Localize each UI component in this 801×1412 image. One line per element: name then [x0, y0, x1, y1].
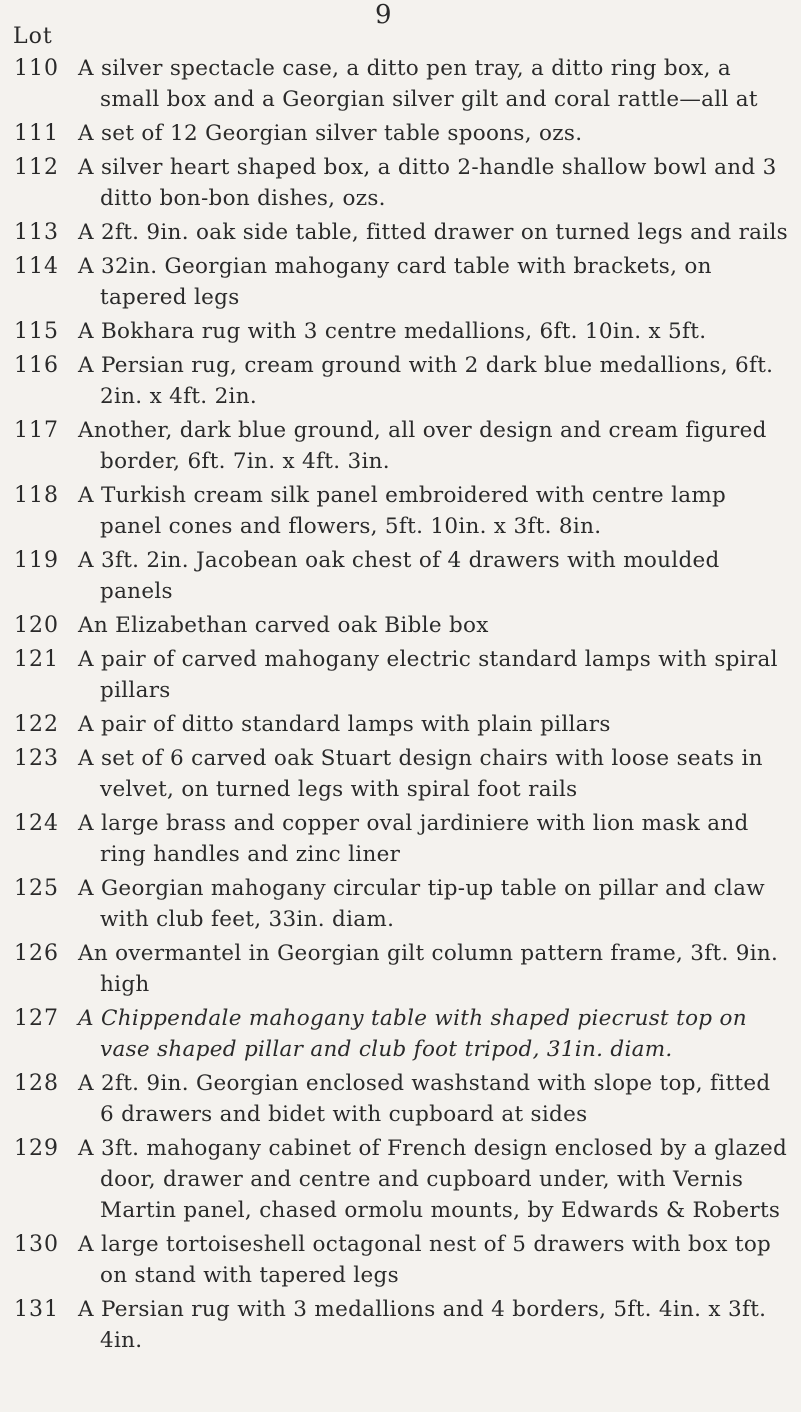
lot-number: 110: [14, 56, 59, 81]
page-number: 9: [375, 0, 392, 30]
lot-description: A 3ft. 2in. Jacobean oak chest of 4 drawers with moulded panels: [78, 548, 720, 604]
lot-description: A set of 12 Georgian silver table spoons, ozs.: [78, 121, 583, 146]
lot-description: An overmantel in Georgian gilt column pattern frame, 3ft. 9in. high: [78, 941, 779, 997]
lot-description: Another, dark blue ground, all over design and cream figured border, 6ft. 7in. x 4ft. 3in.: [78, 418, 767, 474]
lot-entry: [0, 480, 801, 542]
lot-description: A 3ft. mahogany cabinet of French design enclosed by a glazed door, drawer and centre and cupboard under, with Vernis Martin panel, chased ormolu mounts, by Edwards & Roberts: [78, 1136, 788, 1223]
lot-description: An Elizabethan carved oak Bible box: [78, 613, 489, 638]
lot-entry: [0, 873, 801, 935]
lot-number: 126: [14, 941, 59, 966]
lot-description: A large brass and copper oval jardiniere with lion mask and ring handles and zinc liner: [78, 811, 749, 867]
lot-entry: [0, 1229, 801, 1291]
lot-entry: [0, 1003, 801, 1065]
lot-number: 124: [14, 811, 59, 836]
lot-number: 115: [14, 319, 59, 344]
lot-number: 127: [14, 1006, 59, 1031]
lot-entry: [0, 610, 801, 641]
lot-number: 114: [14, 254, 59, 279]
lot-number: 118: [14, 483, 59, 508]
lot-description: A pair of ditto standard lamps with plain pillars: [78, 712, 611, 737]
lot-number: 117: [14, 418, 59, 443]
lot-entry: [0, 251, 801, 313]
lot-description: A 2ft. 9in. oak side table, fitted drawer on turned legs and rails: [78, 220, 788, 245]
lot-entry: [0, 808, 801, 870]
lot-description: A Georgian mahogany circular tip-up table on pillar and claw with club feet, 33in. diam.: [78, 876, 765, 932]
lot-entry: [0, 1068, 801, 1130]
lot-number: 121: [14, 647, 59, 672]
lot-description: A Persian rug, cream ground with 2 dark blue medallions, 6ft. 2in. x 4ft. 2in.: [78, 353, 774, 409]
lot-entry: [0, 1133, 801, 1226]
lot-entry: [0, 1294, 801, 1356]
lot-entry: [0, 217, 801, 248]
lot-number: 128: [14, 1071, 59, 1096]
lot-entry: [0, 415, 801, 477]
lot-number: 112: [14, 155, 59, 180]
lot-entry: [0, 152, 801, 214]
lot-number: 119: [14, 548, 59, 573]
lot-entry: [0, 118, 801, 149]
lot-description: A silver spectacle case, a ditto pen tray, a ditto ring box, a small box and a Georgian silver gilt and coral rattle—all at: [78, 56, 758, 112]
lot-description: A silver heart shaped box, a ditto 2-handle shallow bowl and 3 ditto bon-bon dishes, ozs.: [78, 155, 777, 211]
lot-entry: [0, 350, 801, 412]
lot-number: 130: [14, 1232, 59, 1257]
lot-entry: [0, 644, 801, 706]
lot-entry: [0, 545, 801, 607]
lot-description: A set of 6 carved oak Stuart design chairs with loose seats in velvet, on turned legs with spiral foot rails: [78, 746, 763, 802]
lot-number: 123: [14, 746, 59, 771]
lot-entry: [0, 709, 801, 740]
lot-description: A Turkish cream silk panel embroidered with centre lamp panel cones and flowers, 5ft. 10in. x 3ft. 8in.: [78, 483, 727, 539]
lot-column-header: Lot: [13, 24, 53, 49]
lot-entry: [0, 938, 801, 1000]
lot-description: A Chippendale mahogany table with shaped piecrust top on vase shaped pillar and club foot tripod, 31in. diam.: [78, 1006, 747, 1062]
lot-description: A 2ft. 9in. Georgian enclosed washstand with slope top, fitted 6 drawers and bidet with cupboard at sides: [78, 1071, 771, 1127]
lot-number: 116: [14, 353, 59, 378]
lot-entry: [0, 743, 801, 805]
lot-entry: [0, 316, 801, 347]
lot-description: A 32in. Georgian mahogany card table with brackets, on tapered legs: [78, 254, 712, 310]
lot-number: 111: [14, 121, 59, 146]
lot-description: A pair of carved mahogany electric standard lamps with spiral pillars: [78, 647, 778, 703]
lot-number: 125: [14, 876, 59, 901]
lot-description: A Bokhara rug with 3 centre medallions, 6ft. 10in. x 5ft.: [78, 319, 707, 344]
lot-number: 122: [14, 712, 59, 737]
lot-entry: [0, 53, 801, 115]
lot-description: A Persian rug with 3 medallions and 4 borders, 5ft. 4in. x 3ft. 4in.: [78, 1297, 767, 1353]
lot-number: 131: [14, 1297, 59, 1322]
lot-number: 120: [14, 613, 59, 638]
lot-list: [0, 53, 801, 1359]
lot-number: 129: [14, 1136, 59, 1161]
lot-description: A large tortoiseshell octagonal nest of 5 drawers with box top on stand with tapered legs: [78, 1232, 772, 1288]
lot-number: 113: [14, 220, 59, 245]
